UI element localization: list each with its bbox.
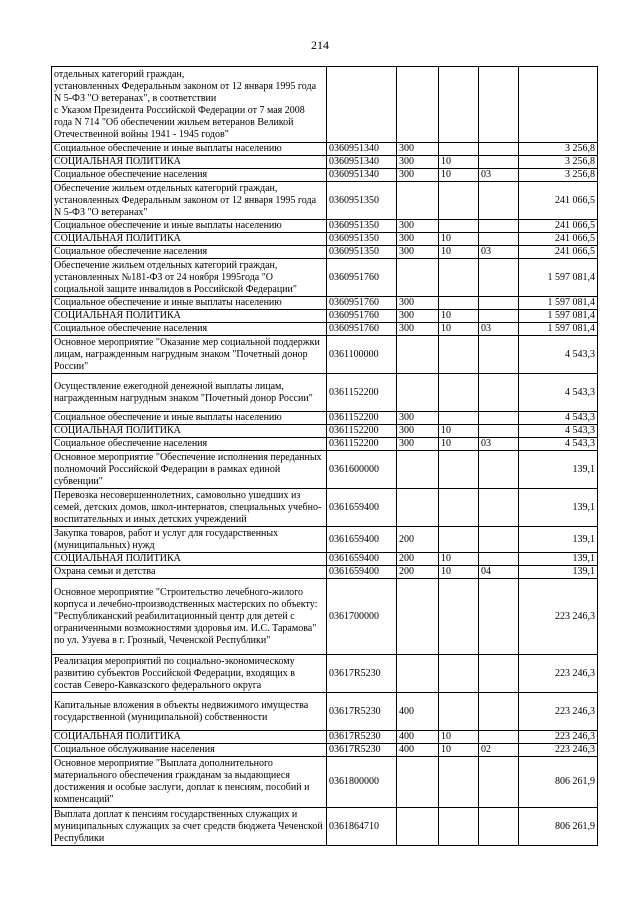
row-amount-cell: 1 597 081,4 [519, 323, 598, 336]
row-amount-cell: 806 261,9 [519, 808, 598, 846]
row-amount-cell: 4 543,3 [519, 438, 598, 451]
row-amount-cell: 139,1 [519, 527, 598, 553]
row-code-cell: 03617R5230 [327, 731, 397, 744]
row-section-cell: 10 [439, 425, 479, 438]
row-name-cell: Социальное обеспечение населения [52, 438, 327, 451]
row-subsection-cell: 03 [479, 438, 519, 451]
row-subsection-cell [479, 731, 519, 744]
row-amount-cell: 4 543,3 [519, 374, 598, 412]
row-code-cell: 0360951340 [327, 156, 397, 169]
row-expense-type-cell [397, 374, 439, 412]
row-subsection-cell [479, 693, 519, 731]
row-section-cell [439, 374, 479, 412]
row-name-cell: Перевозка несовершеннолетних, самовольно ушедших из семей, детских домов, школ-интернатов, специальных учебно-воспитательных и иных детских учреждений [52, 489, 327, 527]
row-amount-cell: 1 597 081,4 [519, 259, 598, 297]
row-expense-type-cell: 200 [397, 553, 439, 566]
row-name-cell: Капитальные вложения в объекты недвижимого имущества государственной (муниципальной) собственности [52, 693, 327, 731]
row-amount-cell: 139,1 [519, 566, 598, 579]
table-row [52, 220, 598, 233]
row-section-cell [439, 336, 479, 374]
row-expense-type-cell [397, 808, 439, 846]
row-subsection-cell [479, 143, 519, 156]
row-code-cell: 0361152200 [327, 425, 397, 438]
table-row [52, 336, 598, 374]
row-subsection-cell [479, 489, 519, 527]
row-expense-type-cell [397, 67, 439, 143]
table-row [52, 156, 598, 169]
row-subsection-cell [479, 553, 519, 566]
table-row [52, 757, 598, 808]
row-subsection-cell [479, 259, 519, 297]
row-code-cell: 0360951760 [327, 310, 397, 323]
row-subsection-cell: 03 [479, 246, 519, 259]
row-name-cell: Выплата доплат к пенсиям государственных служащих и муниципальных служащих за счет средств бюджета Чеченской Республики [52, 808, 327, 846]
table-row [52, 425, 598, 438]
row-section-cell [439, 757, 479, 808]
row-amount-cell: 241 066,5 [519, 233, 598, 246]
row-expense-type-cell: 400 [397, 731, 439, 744]
table-row [52, 246, 598, 259]
row-section-cell: 10 [439, 169, 479, 182]
row-expense-type-cell: 300 [397, 323, 439, 336]
row-expense-type-cell: 200 [397, 527, 439, 553]
row-section-cell [439, 297, 479, 310]
row-expense-type-cell: 300 [397, 246, 439, 259]
row-name-cell: Обеспечение жильем отдельных категорий граждан, установленных Федеральным законом от 12 января 1995 года N 5-ФЗ "О ветеранах" [52, 182, 327, 220]
table-row [52, 143, 598, 156]
row-amount-cell: 806 261,9 [519, 757, 598, 808]
row-expense-type-cell: 300 [397, 169, 439, 182]
budget-table-body [52, 67, 598, 846]
row-amount-cell: 223 246,3 [519, 744, 598, 757]
row-section-cell [439, 579, 479, 655]
row-subsection-cell [479, 655, 519, 693]
row-expense-type-cell: 300 [397, 143, 439, 156]
table-row [52, 527, 598, 553]
row-name-cell: Социальное обеспечение и иные выплаты населению [52, 297, 327, 310]
row-amount-cell: 3 256,8 [519, 156, 598, 169]
row-section-cell [439, 693, 479, 731]
table-row [52, 297, 598, 310]
table-row [52, 553, 598, 566]
row-section-cell: 10 [439, 156, 479, 169]
row-expense-type-cell [397, 259, 439, 297]
row-subsection-cell: 04 [479, 566, 519, 579]
table-row [52, 808, 598, 846]
row-section-cell: 10 [439, 553, 479, 566]
table-row [52, 182, 598, 220]
row-name-cell: СОЦИАЛЬНАЯ ПОЛИТИКА [52, 731, 327, 744]
row-name-cell: Социальное обеспечение населения [52, 323, 327, 336]
row-section-cell [439, 412, 479, 425]
row-expense-type-cell: 300 [397, 297, 439, 310]
row-name-cell: СОЦИАЛЬНАЯ ПОЛИТИКА [52, 425, 327, 438]
row-name-cell: СОЦИАЛЬНАЯ ПОЛИТИКА [52, 233, 327, 246]
row-subsection-cell: 03 [479, 169, 519, 182]
row-name-cell: Обеспечение жильем отдельных категорий граждан, установленных №181-ФЗ от 24 ноября 1995года "О социальной защите инвалидов в Российской Федерации" [52, 259, 327, 297]
table-row [52, 233, 598, 246]
row-section-cell [439, 489, 479, 527]
row-amount-cell: 139,1 [519, 489, 598, 527]
table-row [52, 451, 598, 489]
row-code-cell: 0361659400 [327, 566, 397, 579]
row-amount-cell: 223 246,3 [519, 731, 598, 744]
row-code-cell: 0361659400 [327, 527, 397, 553]
row-section-cell [439, 808, 479, 846]
table-row [52, 489, 598, 527]
row-code-cell: 0360951760 [327, 259, 397, 297]
row-subsection-cell [479, 412, 519, 425]
row-section-cell: 10 [439, 744, 479, 757]
row-expense-type-cell [397, 757, 439, 808]
table-row [52, 731, 598, 744]
row-code-cell: 0361152200 [327, 412, 397, 425]
row-code-cell: 0361659400 [327, 489, 397, 527]
row-expense-type-cell: 300 [397, 425, 439, 438]
row-name-cell: Социальное обеспечение и иные выплаты населению [52, 412, 327, 425]
row-code-cell: 0361600000 [327, 451, 397, 489]
row-subsection-cell [479, 527, 519, 553]
row-code-cell: 0361100000 [327, 336, 397, 374]
row-section-cell: 10 [439, 233, 479, 246]
row-section-cell [439, 655, 479, 693]
row-code-cell: 0361800000 [327, 757, 397, 808]
table-row [52, 566, 598, 579]
row-amount-cell: 3 256,8 [519, 143, 598, 156]
row-section-cell [439, 182, 479, 220]
row-section-cell: 10 [439, 566, 479, 579]
row-section-cell: 10 [439, 246, 479, 259]
row-name-cell: Социальное обеспечение населения [52, 169, 327, 182]
table-row [52, 67, 598, 143]
row-code-cell: 0360951350 [327, 220, 397, 233]
row-subsection-cell [479, 220, 519, 233]
row-code-cell [327, 67, 397, 143]
row-subsection-cell [479, 233, 519, 246]
row-section-cell [439, 67, 479, 143]
row-code-cell: 0361659400 [327, 553, 397, 566]
row-code-cell: 0361864710 [327, 808, 397, 846]
row-amount-cell: 223 246,3 [519, 693, 598, 731]
row-expense-type-cell: 300 [397, 412, 439, 425]
row-amount-cell [519, 67, 598, 143]
row-amount-cell: 241 066,5 [519, 182, 598, 220]
row-amount-cell: 241 066,5 [519, 246, 598, 259]
row-subsection-cell [479, 310, 519, 323]
row-code-cell: 0360951760 [327, 297, 397, 310]
row-subsection-cell [479, 182, 519, 220]
row-name-cell: Социальное обеспечение и иные выплаты населению [52, 220, 327, 233]
row-name-cell: Реализация мероприятий по социально-экономическому развитию субъектов Российской Федерации, входящих в состав Северо-Кавказского федерального округа [52, 655, 327, 693]
row-subsection-cell [479, 451, 519, 489]
row-name-cell: Основное мероприятие "Строительство лечебного-жилого корпуса и лечебно-производственных мастерских по объекту: "Республиканский реабилитационный центр для детей с ограниченными возможностями здоровья им. И.С. Тарамова" по ул. Узуева в г. Грозный, Чеченской Республики" [52, 579, 327, 655]
row-code-cell: 0360951350 [327, 233, 397, 246]
table-row [52, 693, 598, 731]
row-name-cell: Основное мероприятие "Оказание мер социальной поддержки лицам, награжденным нагрудным знаком "Почетный донор России" [52, 336, 327, 374]
row-section-cell [439, 527, 479, 553]
page-number: 214 [311, 38, 329, 52]
row-subsection-cell [479, 579, 519, 655]
row-expense-type-cell: 400 [397, 744, 439, 757]
budget-table [51, 66, 598, 846]
table-row [52, 655, 598, 693]
table-row [52, 169, 598, 182]
row-amount-cell: 3 256,8 [519, 169, 598, 182]
row-expense-type-cell [397, 336, 439, 374]
row-expense-type-cell: 300 [397, 220, 439, 233]
row-amount-cell: 4 543,3 [519, 336, 598, 374]
row-expense-type-cell: 400 [397, 693, 439, 731]
row-name-cell: СОЦИАЛЬНАЯ ПОЛИТИКА [52, 553, 327, 566]
row-name-cell: Социальное обеспечение и иные выплаты населению [52, 143, 327, 156]
row-name-cell: отдельных категорий граждан, установленных Федеральным законом от 12 января 1995 года N 5-ФЗ "О ветеранах", в соответствии с Указом Президента Российской Федерации от 7 мая 2008 года N 714 "Об обеспечении жильем ветеранов Великой Отечественной войны 1941 - 1945 годов" [52, 67, 327, 143]
row-name-cell: Основное мероприятие "Обеспечение исполнения переданных полномочий Российской Федерации в рамках единой субвенции" [52, 451, 327, 489]
row-expense-type-cell [397, 451, 439, 489]
row-name-cell: Основное мероприятие "Выплата дополнительного материального обеспечения гражданам за выдающиеся достижения и особые заслуги, доплат к пенсиям, пособий и компенсаций" [52, 757, 327, 808]
row-name-cell: Охрана семьи и детства [52, 566, 327, 579]
table-row [52, 438, 598, 451]
row-subsection-cell [479, 425, 519, 438]
row-expense-type-cell [397, 182, 439, 220]
row-amount-cell: 1 597 081,4 [519, 310, 598, 323]
row-name-cell: Осуществление ежегодной денежной выплаты лицам, награжденным нагрудным знаком "Почетный донор России" [52, 374, 327, 412]
row-section-cell [439, 451, 479, 489]
row-code-cell: 03617R5230 [327, 693, 397, 731]
row-subsection-cell: 03 [479, 323, 519, 336]
row-subsection-cell [479, 156, 519, 169]
row-section-cell: 10 [439, 323, 479, 336]
row-expense-type-cell: 300 [397, 156, 439, 169]
table-row [52, 323, 598, 336]
row-name-cell: Социальное обслуживание населения [52, 744, 327, 757]
row-code-cell: 0360951350 [327, 246, 397, 259]
row-code-cell: 0361152200 [327, 438, 397, 451]
row-name-cell: Социальное обеспечение населения [52, 246, 327, 259]
row-expense-type-cell: 300 [397, 233, 439, 246]
row-amount-cell: 241 066,5 [519, 220, 598, 233]
row-code-cell: 0360951350 [327, 182, 397, 220]
table-row [52, 744, 598, 757]
row-code-cell: 0360951340 [327, 143, 397, 156]
row-subsection-cell [479, 808, 519, 846]
table-row [52, 310, 598, 323]
table-row [52, 259, 598, 297]
row-subsection-cell [479, 297, 519, 310]
row-section-cell: 10 [439, 731, 479, 744]
row-subsection-cell [479, 67, 519, 143]
row-amount-cell: 4 543,3 [519, 412, 598, 425]
row-amount-cell: 223 246,3 [519, 579, 598, 655]
row-amount-cell: 139,1 [519, 451, 598, 489]
row-name-cell: Закупка товаров, работ и услуг для государственных (муниципальных) нужд [52, 527, 327, 553]
row-expense-type-cell: 300 [397, 310, 439, 323]
row-name-cell: СОЦИАЛЬНАЯ ПОЛИТИКА [52, 310, 327, 323]
row-subsection-cell: 02 [479, 744, 519, 757]
row-amount-cell: 139,1 [519, 553, 598, 566]
row-section-cell [439, 220, 479, 233]
row-code-cell: 0361700000 [327, 579, 397, 655]
table-row [52, 412, 598, 425]
row-amount-cell: 223 246,3 [519, 655, 598, 693]
row-expense-type-cell [397, 579, 439, 655]
row-amount-cell: 4 543,3 [519, 425, 598, 438]
row-code-cell: 0361152200 [327, 374, 397, 412]
row-code-cell: 0360951340 [327, 169, 397, 182]
row-section-cell: 10 [439, 438, 479, 451]
row-expense-type-cell: 200 [397, 566, 439, 579]
row-expense-type-cell [397, 655, 439, 693]
row-subsection-cell [479, 757, 519, 808]
table-row [52, 374, 598, 412]
table-row [52, 579, 598, 655]
row-code-cell: 03617R5230 [327, 655, 397, 693]
row-subsection-cell [479, 336, 519, 374]
row-code-cell: 03617R5230 [327, 744, 397, 757]
row-expense-type-cell [397, 489, 439, 527]
row-section-cell [439, 143, 479, 156]
row-section-cell: 10 [439, 310, 479, 323]
row-expense-type-cell: 300 [397, 438, 439, 451]
row-subsection-cell [479, 374, 519, 412]
row-amount-cell: 1 597 081,4 [519, 297, 598, 310]
row-name-cell: СОЦИАЛЬНАЯ ПОЛИТИКА [52, 156, 327, 169]
row-section-cell [439, 259, 479, 297]
row-code-cell: 0360951760 [327, 323, 397, 336]
